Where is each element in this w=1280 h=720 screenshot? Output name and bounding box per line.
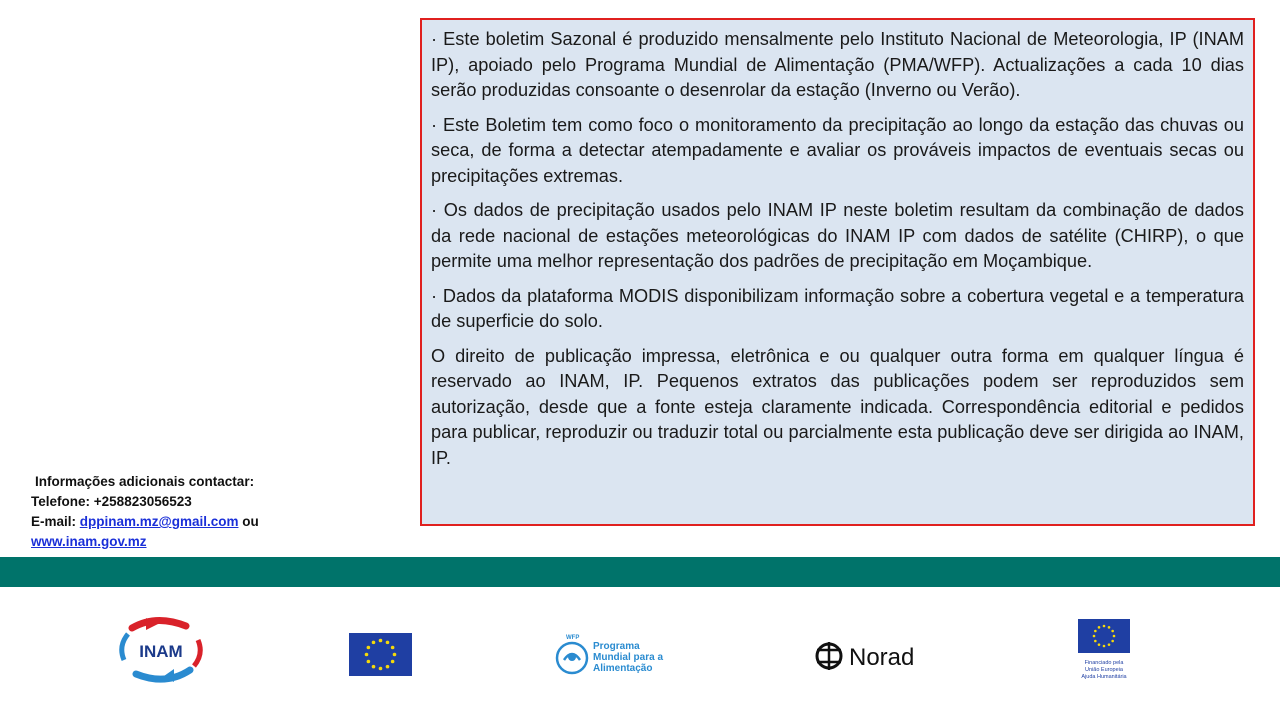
footer-band bbox=[0, 557, 1280, 587]
eu-star bbox=[379, 667, 383, 671]
contact-phone-line bbox=[31, 492, 331, 512]
eu-star bbox=[1108, 643, 1111, 646]
eu-star bbox=[372, 665, 376, 669]
contact-email-line bbox=[31, 512, 331, 532]
phone-number: +258823056523 bbox=[93, 494, 192, 509]
eu-star bbox=[1094, 640, 1097, 643]
wfp-small-text: WFP bbox=[566, 635, 580, 641]
wfp-text-line2: Mundial para a bbox=[593, 652, 664, 663]
partner-logos bbox=[0, 600, 1280, 700]
eu-star bbox=[372, 641, 376, 645]
contact-heading: Informações adicionais contactar: bbox=[35, 474, 255, 489]
eu-star bbox=[365, 653, 369, 657]
eu-humanitarian-logo bbox=[1072, 617, 1136, 683]
paragraph-about: · Este boletim Sazonal é produzido mensalmente pelo Instituto Nacional de Meteorologia, IP (INAM IP), apoiado pelo Programa Mundial de Alimentação (PMA/WFP). Actualizações a cada 10 dias serão produzidas consoante o desenrolar da estação (Inverno ou Verão). bbox=[431, 29, 1244, 100]
eu-star bbox=[393, 653, 397, 657]
eu-star bbox=[1093, 635, 1096, 638]
or-text: ou bbox=[242, 514, 259, 529]
contact-website-line bbox=[31, 532, 331, 552]
eu-star bbox=[379, 639, 383, 643]
eu-text-line1: Financiado pela bbox=[1084, 660, 1124, 666]
norad-text: Norad bbox=[849, 644, 915, 671]
wfp-text-line1: Programa bbox=[593, 641, 640, 652]
eu-star bbox=[1094, 630, 1097, 633]
eu-star bbox=[1108, 626, 1111, 629]
paragraph-data-sources: · Os dados de precipitação usados pelo INAM IP neste boletim resultam da combinação de dados da rede nacional de estações meteorológicas do INAM IP com dados de satélite (CHIRP), o que permite uma melhor representação dos padrões de precipitação em Moçambique. bbox=[431, 200, 1244, 271]
email-label: E-mail: bbox=[31, 514, 77, 529]
eu-star bbox=[1098, 626, 1101, 629]
eu-star bbox=[367, 646, 371, 650]
eu-star bbox=[391, 660, 395, 664]
wfp-text-line3: Alimentação bbox=[593, 663, 653, 674]
eu-star bbox=[1111, 640, 1114, 643]
eu-star bbox=[367, 660, 371, 664]
email-link[interactable]: dppinam.mz@gmail.com bbox=[79, 514, 239, 529]
eu-star bbox=[1111, 630, 1114, 633]
eu-star bbox=[391, 646, 395, 650]
eu-star bbox=[386, 641, 390, 645]
eu-text-line3: Ajuda Humanitária bbox=[1081, 674, 1127, 680]
eu-star bbox=[1113, 635, 1116, 638]
contact-info bbox=[31, 472, 331, 552]
inam-logo-text: INAM bbox=[139, 642, 183, 661]
eu-flag-logo bbox=[349, 633, 412, 676]
eu-star bbox=[1098, 643, 1101, 646]
wfp-logo bbox=[555, 630, 675, 680]
eu-star bbox=[1103, 625, 1106, 628]
website-link[interactable]: www.inam.gov.mz bbox=[31, 534, 147, 549]
paragraph-modis: · Dados da plataforma MODIS disponibilizam informação sobre a cobertura vegetal e a temperatura de superficie do solo. bbox=[431, 285, 1244, 331]
eu-text-line2: União Europeia bbox=[1085, 667, 1123, 673]
paragraph-copyright: O direito de publicação impressa, eletrônica e ou qualquer outra forma em qualquer língua é reservado ao INAM, IP. Pequenos extratos das publicações podem ser reproduzidos sem autorização, desde que a fonte esteja claramente indicada. Correspondência editorial e pedidos para publicar, reproduzir ou traduzir total ou parcialmente esta publicação deve ser dirigida ao INAM, IP. bbox=[431, 345, 1244, 468]
norad-logo bbox=[815, 634, 925, 680]
bulletin-info-box bbox=[420, 18, 1255, 526]
paragraph-focus: · Este Boletim tem como foco o monitoramento da precipitação ao longo da estação das chuvas ou seca, de forma a detectar atempadamente e avaliar os prováveis impactos de eventuais secas ou precipitações extremas. bbox=[431, 114, 1244, 186]
eu-star bbox=[1103, 645, 1106, 648]
phone-label: Telefone: bbox=[31, 494, 91, 509]
inam-logo bbox=[116, 616, 206, 686]
eu-star bbox=[386, 665, 390, 669]
